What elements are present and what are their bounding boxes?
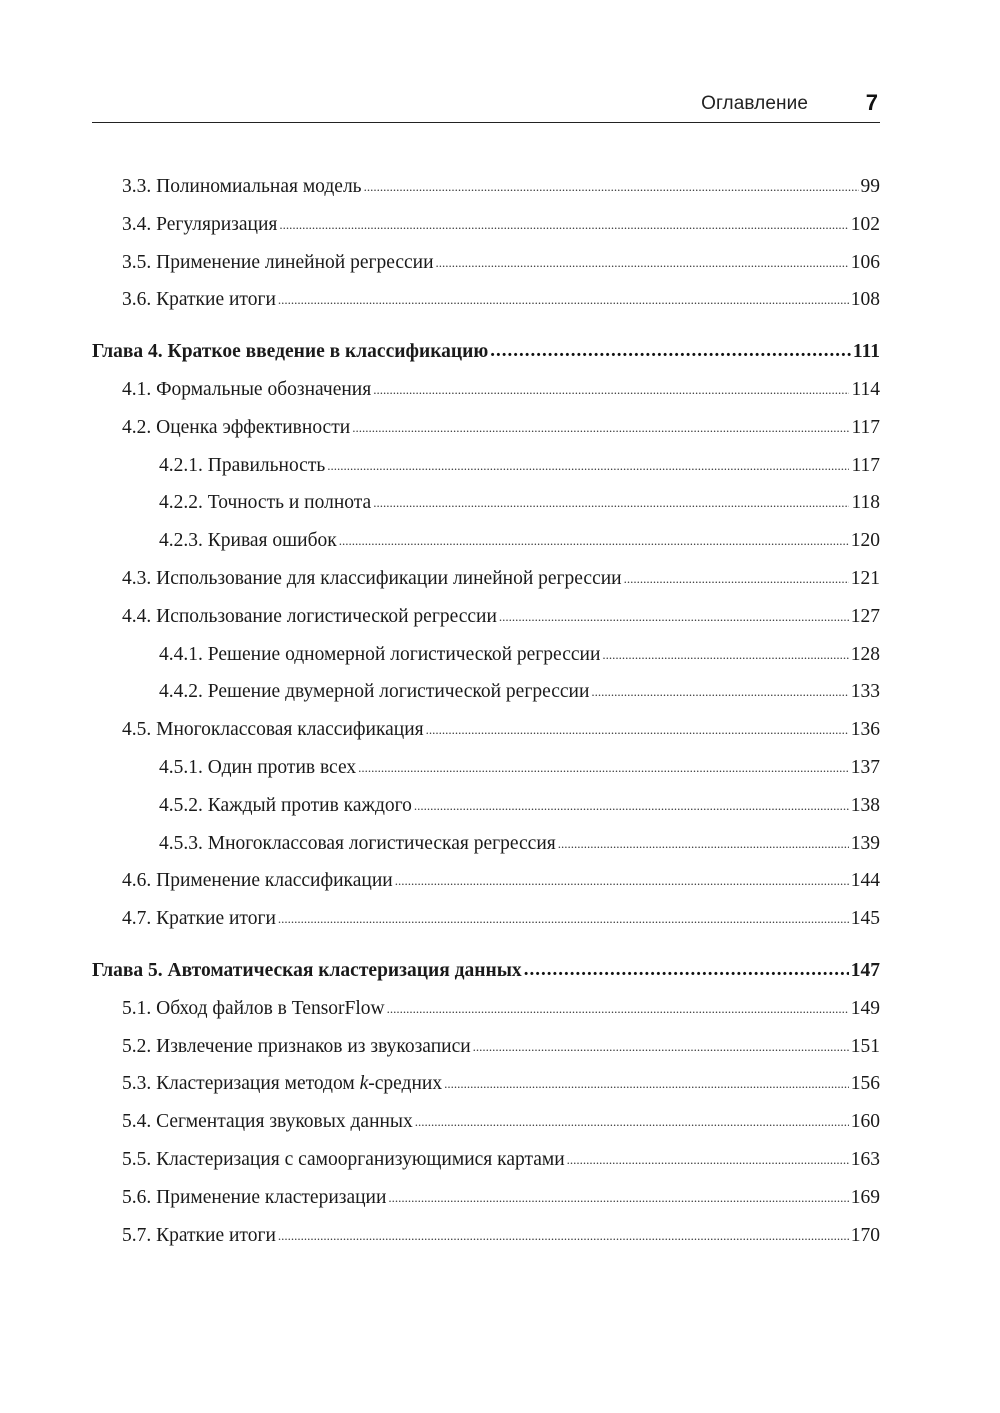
dot-leader xyxy=(499,597,849,636)
dot-leader xyxy=(339,521,849,560)
toc-entry-page: 149 xyxy=(850,997,880,1019)
dot-leader xyxy=(352,408,849,447)
toc-entry-page: 138 xyxy=(850,794,880,816)
toc-section-entry[interactable] xyxy=(92,1217,880,1255)
toc-chapter-entry[interactable] xyxy=(92,333,880,371)
dot-leader xyxy=(373,370,849,409)
toc-entry-title: 3.4. Регуляризация xyxy=(122,213,278,235)
toc-entry-title: 4.4. Использование логистической регрессии xyxy=(122,605,497,627)
toc-entry-title: 3.6. Краткие итоги xyxy=(122,289,276,311)
toc-subsection-entry[interactable] xyxy=(92,749,880,787)
dot-leader xyxy=(624,559,849,598)
toc-entry-page: 156 xyxy=(850,1073,880,1095)
toc-entry-title: 4.6. Применение классификации xyxy=(122,870,393,892)
toc-entry-title: 5.3. Кластеризация методом k-средних xyxy=(122,1073,443,1095)
page-number: 7 xyxy=(865,90,878,115)
dot-leader xyxy=(279,205,848,244)
dot-leader xyxy=(387,989,849,1028)
toc-entry-title: 4.4.1. Решение одномерной логистической регрессии xyxy=(159,643,601,665)
running-header-title: Оглавление xyxy=(701,93,808,114)
toc-entry-title: 4.7. Краткие итоги xyxy=(122,908,276,930)
toc-section-entry[interactable] xyxy=(92,1065,880,1103)
dot-leader xyxy=(278,899,849,938)
toc-entry-title: 5.6. Применение кластеризации xyxy=(122,1186,387,1208)
toc-entry-title: 3.5. Применение линейной регрессии xyxy=(122,251,434,273)
dot-leader xyxy=(415,1102,849,1141)
toc-entry-page: 136 xyxy=(850,719,880,741)
dot-leader xyxy=(373,483,849,522)
toc-entry-title: 4.2.1. Правильность xyxy=(159,454,326,476)
toc-entry-page: 117 xyxy=(851,454,880,476)
toc-entry-page: 111 xyxy=(852,341,880,363)
toc-entry-title: 5.1. Обход файлов в TensorFlow xyxy=(122,997,385,1019)
toc-section-entry[interactable] xyxy=(92,990,880,1028)
toc-section-entry[interactable] xyxy=(92,168,880,206)
toc-entry-title: 4.1. Формальные обозначения xyxy=(122,378,372,400)
toc-section-entry[interactable] xyxy=(92,371,880,409)
toc-entry-title: 4.2.2. Точность и полнота xyxy=(159,492,372,514)
toc-entry-page: 108 xyxy=(850,289,880,311)
toc-entry-title: 5.5. Кластеризация с самоорганизующимися картами xyxy=(122,1148,565,1170)
dot-leader xyxy=(444,1064,849,1103)
toc-entry-page: 128 xyxy=(850,643,880,665)
toc-entry-page: 137 xyxy=(850,756,880,778)
toc-section-entry[interactable] xyxy=(92,1028,880,1066)
running-header xyxy=(92,90,880,123)
toc-entry-title: 4.4.2. Решение двумерной логистической регрессии xyxy=(159,681,590,703)
toc-section-entry[interactable] xyxy=(92,1103,880,1141)
table-of-contents xyxy=(92,168,880,1254)
dot-leader xyxy=(436,243,849,282)
toc-subsection-entry[interactable] xyxy=(92,484,880,522)
dot-leader xyxy=(473,1027,849,1066)
toc-subsection-entry[interactable] xyxy=(92,787,880,825)
toc-section-entry[interactable] xyxy=(92,900,880,938)
toc-entry-page: 139 xyxy=(850,832,880,854)
toc-section-entry[interactable] xyxy=(92,711,880,749)
toc-section-entry[interactable] xyxy=(92,409,880,447)
toc-entry-title: Глава 5. Автоматическая кластеризация данных xyxy=(92,959,522,981)
dot-leader xyxy=(524,951,849,989)
toc-entry-page: 160 xyxy=(850,1111,880,1133)
toc-subsection-entry[interactable] xyxy=(92,522,880,560)
dot-leader xyxy=(388,1178,848,1217)
toc-subsection-entry[interactable] xyxy=(92,447,880,485)
dot-leader xyxy=(278,1216,849,1255)
toc-entry-title: 5.4. Сегментация звуковых данных xyxy=(122,1111,413,1133)
toc-chapter-entry[interactable] xyxy=(92,952,880,990)
toc-entry-page: 147 xyxy=(850,959,880,981)
dot-leader xyxy=(395,861,849,900)
dot-leader xyxy=(490,332,851,370)
dot-leader xyxy=(358,748,849,787)
dot-leader xyxy=(414,786,849,825)
toc-section-entry[interactable] xyxy=(92,1179,880,1217)
toc-entry-title: 4.5. Многоклассовая классификация xyxy=(122,719,424,741)
dot-leader xyxy=(567,1140,849,1179)
toc-section-entry[interactable] xyxy=(92,281,880,319)
toc-entry-page: 102 xyxy=(850,213,880,235)
toc-entry-page: 151 xyxy=(850,1035,880,1057)
toc-entry-page: 99 xyxy=(860,176,880,197)
dot-leader xyxy=(364,167,859,206)
toc-entry-page: 163 xyxy=(850,1148,880,1170)
toc-entry-page: 144 xyxy=(850,870,880,892)
toc-entry-title: Глава 4. Краткое введение в классификацию xyxy=(92,341,489,363)
toc-entry-page: 169 xyxy=(850,1186,880,1208)
toc-entry-title: 4.5.1. Один против всех xyxy=(159,756,357,778)
toc-section-entry[interactable] xyxy=(92,560,880,598)
dot-leader xyxy=(591,672,848,711)
toc-subsection-entry[interactable] xyxy=(92,673,880,711)
toc-entry-page: 114 xyxy=(851,378,880,400)
toc-entry-page: 120 xyxy=(850,530,880,552)
dot-leader xyxy=(327,446,849,485)
toc-entry-page: 170 xyxy=(850,1224,880,1246)
toc-entry-title: 4.2. Оценка эффективности xyxy=(122,416,351,438)
toc-section-entry[interactable] xyxy=(92,862,880,900)
toc-entry-page: 106 xyxy=(850,251,880,273)
toc-section-entry[interactable] xyxy=(92,244,880,282)
toc-subsection-entry[interactable] xyxy=(92,636,880,674)
toc-entry-page: 145 xyxy=(850,908,880,930)
toc-entry-title: 5.2. Извлечение признаков из звукозаписи xyxy=(122,1035,471,1057)
toc-entry-page: 127 xyxy=(850,605,880,627)
dot-leader xyxy=(558,824,849,863)
toc-section-entry[interactable] xyxy=(92,1141,880,1179)
dot-leader xyxy=(426,710,849,749)
toc-entry-title: 3.3. Полиномиальная модель xyxy=(122,176,362,197)
toc-entry-title: 4.3. Использование для классификации линейной регрессии xyxy=(122,567,622,589)
toc-entry-title: 4.5.3. Многоклассовая логистическая регрессия xyxy=(159,832,556,854)
dot-leader xyxy=(602,635,848,674)
dot-leader xyxy=(278,280,849,319)
toc-entry-title: 4.2.3. Кривая ошибок xyxy=(159,530,337,552)
toc-entry-page: 133 xyxy=(850,681,880,703)
toc-entry-page: 117 xyxy=(851,416,880,438)
toc-entry-page: 118 xyxy=(851,492,880,514)
toc-section-entry[interactable] xyxy=(92,206,880,244)
toc-entry-title: 4.5.2. Каждый против каждого xyxy=(159,794,412,816)
toc-entry-title: 5.7. Краткие итоги xyxy=(122,1224,276,1246)
toc-section-entry[interactable] xyxy=(92,598,880,636)
toc-entry-page: 121 xyxy=(850,567,880,589)
toc-subsection-entry[interactable] xyxy=(92,825,880,863)
